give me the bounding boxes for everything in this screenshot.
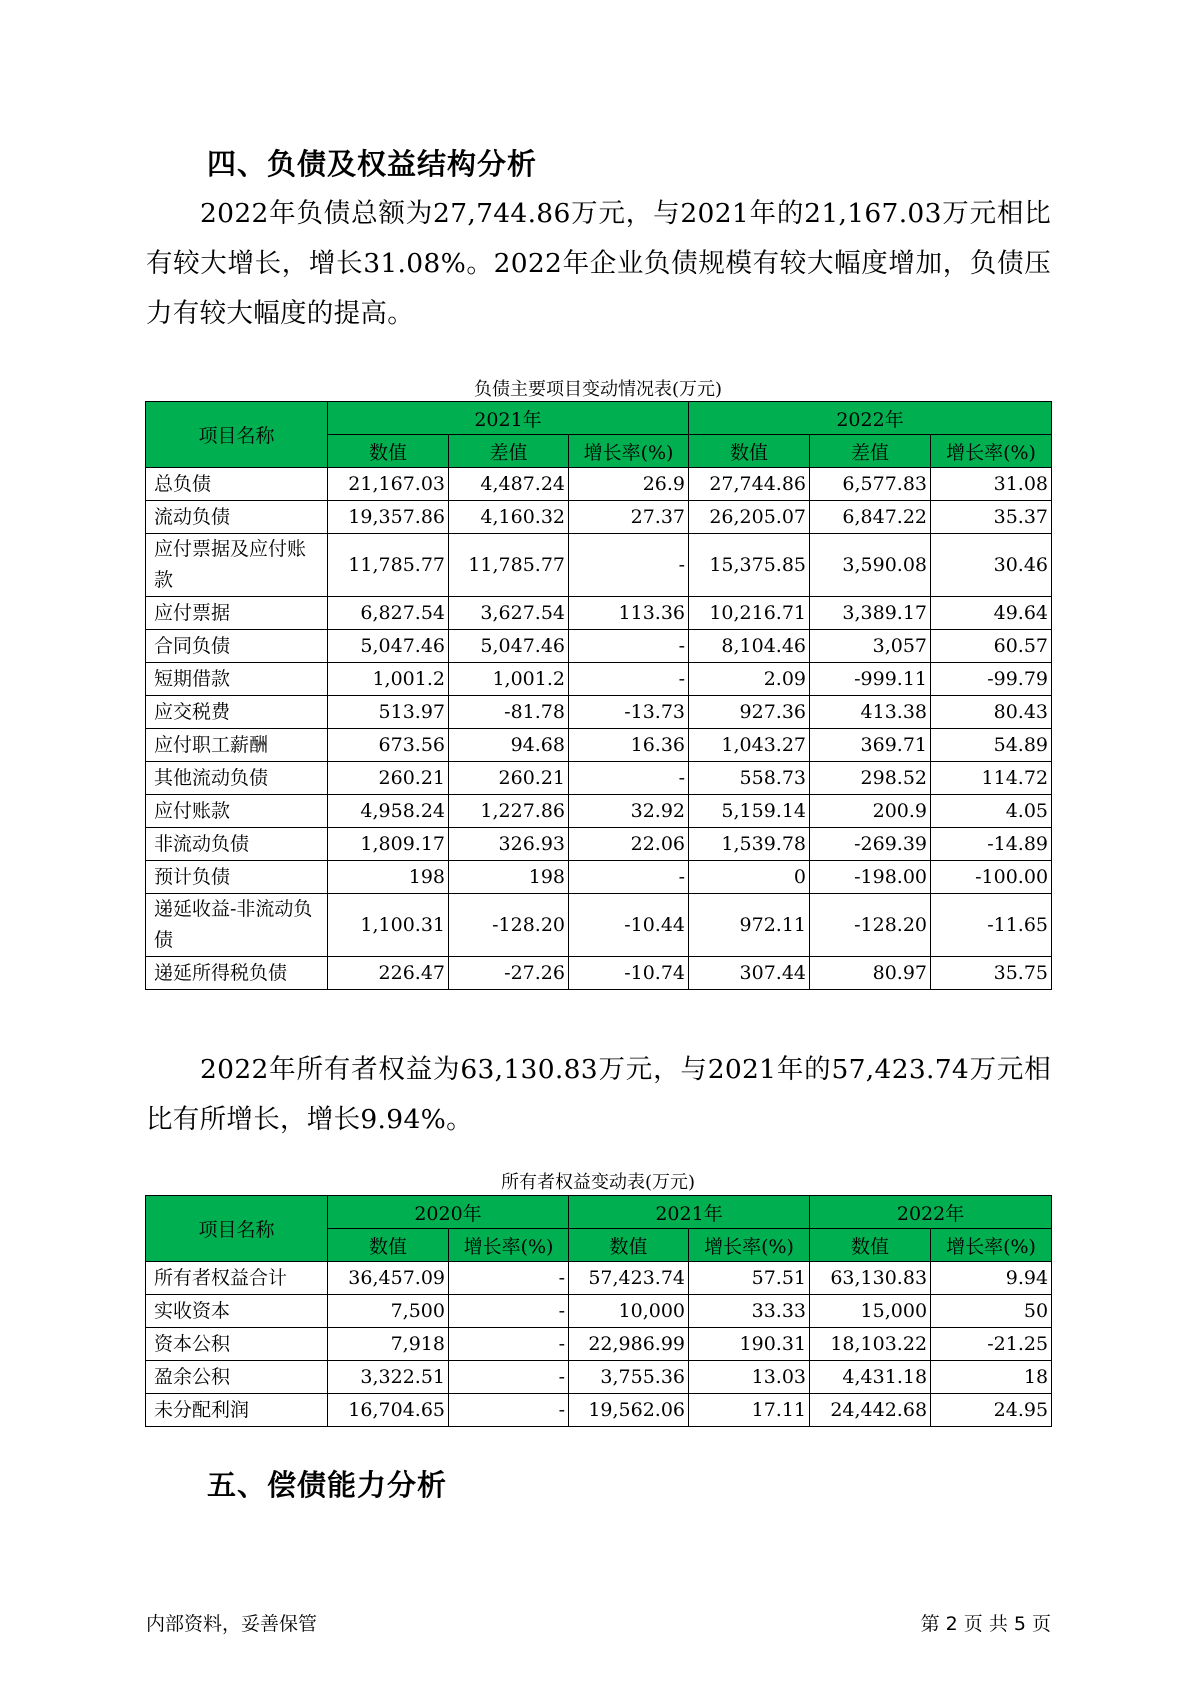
table-cell: 10,000 — [569, 1295, 689, 1328]
header-year-2022: 2022年 — [689, 402, 1052, 435]
header-col-value: 数值 — [689, 435, 810, 468]
table-cell: -10.74 — [569, 957, 689, 990]
table-cell: 30.46 — [931, 534, 1052, 597]
table-cell: 24,442.68 — [810, 1394, 931, 1427]
table-cell: 35.75 — [931, 957, 1052, 990]
table-cell: -198.00 — [810, 861, 931, 894]
table-cell: -128.20 — [810, 894, 931, 957]
header-col-value: 数值 — [328, 435, 449, 468]
table-row — [146, 795, 1052, 828]
table-cell: 3,389.17 — [810, 597, 931, 630]
table-row — [146, 762, 1052, 795]
table-cell: 22,986.99 — [569, 1328, 689, 1361]
table-cell: 60.57 — [931, 630, 1052, 663]
table-cell: 3,755.36 — [569, 1361, 689, 1394]
table-cell: - — [449, 1328, 569, 1361]
table-cell: 326.93 — [449, 828, 569, 861]
table-cell: -14.89 — [931, 828, 1052, 861]
table-cell: 673.56 — [328, 729, 449, 762]
liabilities-table — [145, 401, 1052, 990]
table-cell: - — [449, 1295, 569, 1328]
table-cell: 50 — [931, 1295, 1052, 1328]
table-cell: -999.11 — [810, 663, 931, 696]
table-cell: 0 — [689, 861, 810, 894]
table-cell: 57,423.74 — [569, 1262, 689, 1295]
table-cell: 3,627.54 — [449, 597, 569, 630]
table-cell: 9.94 — [931, 1262, 1052, 1295]
table-cell: 1,539.78 — [689, 828, 810, 861]
equity-table — [145, 1195, 1052, 1427]
table-row — [146, 534, 1052, 597]
section-title-solvency: 五、偿债能力分析 — [207, 1468, 448, 1502]
table-cell: 513.97 — [328, 696, 449, 729]
table-cell: 972.11 — [689, 894, 810, 957]
table-row — [146, 468, 1052, 501]
table-cell: 10,216.71 — [689, 597, 810, 630]
table-cell: 1,809.17 — [328, 828, 449, 861]
header-year-2022: 2022年 — [810, 1196, 1052, 1229]
row-label: 合同负债 — [146, 630, 328, 663]
table-cell: -27.26 — [449, 957, 569, 990]
table-cell: 6,827.54 — [328, 597, 449, 630]
liabilities-summary-paragraph: 2022年负债总额为27,744.86万元，与2021年的21,167.03万元相比有较大增长，增长31.08%。2022年企业负债规模有较大幅度增加，负债压力有较大幅度的提高。 — [146, 198, 1051, 329]
table-cell: 17.11 — [689, 1394, 810, 1427]
table-cell: 11,785.77 — [449, 534, 569, 597]
table-cell: 21,167.03 — [328, 468, 449, 501]
table-cell: 19,357.86 — [328, 501, 449, 534]
row-label: 递延收益-非流动负债 — [146, 894, 328, 957]
table-cell: 113.36 — [569, 597, 689, 630]
table-cell: 80.97 — [810, 957, 931, 990]
header-col-growth: 增长率(%) — [931, 435, 1052, 468]
table-cell: -10.44 — [569, 894, 689, 957]
table-cell: 4,487.24 — [449, 468, 569, 501]
table-row — [146, 1394, 1052, 1427]
row-label: 实收资本 — [146, 1295, 328, 1328]
table-cell: 3,057 — [810, 630, 931, 663]
table-cell: 16.36 — [569, 729, 689, 762]
table-cell: -100.00 — [931, 861, 1052, 894]
table-cell: 49.64 — [931, 597, 1052, 630]
table-cell: -13.73 — [569, 696, 689, 729]
row-label: 所有者权益合计 — [146, 1262, 328, 1295]
table-row — [146, 630, 1052, 663]
table-cell: 27,744.86 — [689, 468, 810, 501]
table-cell: 36,457.09 — [328, 1262, 449, 1295]
table-cell: 413.38 — [810, 696, 931, 729]
table-cell: 1,043.27 — [689, 729, 810, 762]
header-year-2021: 2021年 — [328, 402, 689, 435]
table-cell: 6,847.22 — [810, 501, 931, 534]
table-cell: - — [569, 861, 689, 894]
row-label: 短期借款 — [146, 663, 328, 696]
header-col-value: 数值 — [569, 1229, 689, 1262]
table-row — [146, 1295, 1052, 1328]
table-cell: 1,100.31 — [328, 894, 449, 957]
table-cell: 558.73 — [689, 762, 810, 795]
table1-caption: 负债主要项目变动情况表(万元) — [473, 379, 723, 400]
table-cell: 4,160.32 — [449, 501, 569, 534]
table-cell: 5,159.14 — [689, 795, 810, 828]
table-cell: 1,001.2 — [449, 663, 569, 696]
table-cell: 24.95 — [931, 1394, 1052, 1427]
header-col-growth: 增长率(%) — [931, 1229, 1052, 1262]
header-col-value: 数值 — [328, 1229, 449, 1262]
table-cell: 3,322.51 — [328, 1361, 449, 1394]
table-cell: -269.39 — [810, 828, 931, 861]
table-cell: 226.47 — [328, 957, 449, 990]
table-cell: - — [449, 1262, 569, 1295]
row-label: 应付票据及应付账款 — [146, 534, 328, 597]
table-cell: 2.09 — [689, 663, 810, 696]
table-row — [146, 957, 1052, 990]
row-label: 应付账款 — [146, 795, 328, 828]
table-cell: 33.33 — [689, 1295, 810, 1328]
table-cell: 4.05 — [931, 795, 1052, 828]
table-cell: 6,577.83 — [810, 468, 931, 501]
table-cell: 114.72 — [931, 762, 1052, 795]
table-cell: 5,047.46 — [449, 630, 569, 663]
table-cell: 8,104.46 — [689, 630, 810, 663]
table-cell: 3,590.08 — [810, 534, 931, 597]
equity-summary-paragraph: 2022年所有者权益为63,130.83万元，与2021年的57,423.74万元相比有所增长，增长9.94%。 — [146, 1054, 1051, 1135]
header-col-growth: 增长率(%) — [569, 435, 689, 468]
table-cell: - — [569, 534, 689, 597]
header-col-diff: 差值 — [810, 435, 931, 468]
table-cell: 16,704.65 — [328, 1394, 449, 1427]
table-cell: 54.89 — [931, 729, 1052, 762]
table-cell: 298.52 — [810, 762, 931, 795]
table-cell: 4,431.18 — [810, 1361, 931, 1394]
table-cell: -11.65 — [931, 894, 1052, 957]
table-cell: 369.71 — [810, 729, 931, 762]
table-cell: 11,785.77 — [328, 534, 449, 597]
table-cell: 94.68 — [449, 729, 569, 762]
header-col-growth: 增长率(%) — [689, 1229, 810, 1262]
table-cell: 200.9 — [810, 795, 931, 828]
row-label: 未分配利润 — [146, 1394, 328, 1427]
table-row — [146, 861, 1052, 894]
table-cell: - — [449, 1361, 569, 1394]
table-row — [146, 894, 1052, 957]
table-cell: 15,000 — [810, 1295, 931, 1328]
table-cell: - — [569, 663, 689, 696]
table-cell: 26.9 — [569, 468, 689, 501]
footer-page-number: 第 2 页 共 5 页 — [920, 1613, 1051, 1635]
row-label: 应交税费 — [146, 696, 328, 729]
header-item-name: 项目名称 — [146, 1196, 328, 1262]
table-row — [146, 828, 1052, 861]
header-col-growth: 增长率(%) — [449, 1229, 569, 1262]
table-cell: 260.21 — [449, 762, 569, 795]
table-cell: 27.37 — [569, 501, 689, 534]
row-label: 应付职工薪酬 — [146, 729, 328, 762]
header-year-2020: 2020年 — [328, 1196, 569, 1229]
table-cell: 1,227.86 — [449, 795, 569, 828]
table-row — [146, 1361, 1052, 1394]
table-cell: 15,375.85 — [689, 534, 810, 597]
table-cell: 13.03 — [689, 1361, 810, 1394]
row-label: 预计负债 — [146, 861, 328, 894]
table-cell: 927.36 — [689, 696, 810, 729]
table-cell: -128.20 — [449, 894, 569, 957]
table-cell: 26,205.07 — [689, 501, 810, 534]
table-row — [146, 597, 1052, 630]
header-item-name: 项目名称 — [146, 402, 328, 468]
footer-confidential-note: 内部资料，妥善保管 — [146, 1613, 318, 1635]
table-cell: 7,918 — [328, 1328, 449, 1361]
table-cell: 22.06 — [569, 828, 689, 861]
table-cell: 7,500 — [328, 1295, 449, 1328]
table-cell: 260.21 — [328, 762, 449, 795]
table-cell: 35.37 — [931, 501, 1052, 534]
table-row — [146, 663, 1052, 696]
table-cell: 4,958.24 — [328, 795, 449, 828]
table-cell: 80.43 — [931, 696, 1052, 729]
row-label: 非流动负债 — [146, 828, 328, 861]
row-label: 总负债 — [146, 468, 328, 501]
table-row — [146, 501, 1052, 534]
table-cell: -99.79 — [931, 663, 1052, 696]
table-cell: 63,130.83 — [810, 1262, 931, 1295]
table-cell: 1,001.2 — [328, 663, 449, 696]
table-cell: 18 — [931, 1361, 1052, 1394]
table-cell: 198 — [449, 861, 569, 894]
table-cell: 19,562.06 — [569, 1394, 689, 1427]
header-col-value: 数值 — [810, 1229, 931, 1262]
table-cell: 32.92 — [569, 795, 689, 828]
header-year-2021: 2021年 — [569, 1196, 810, 1229]
table-row — [146, 1262, 1052, 1295]
row-label: 应付票据 — [146, 597, 328, 630]
table-cell: 31.08 — [931, 468, 1052, 501]
row-label: 资本公积 — [146, 1328, 328, 1361]
table-cell: - — [449, 1394, 569, 1427]
row-label: 盈余公积 — [146, 1361, 328, 1394]
table-cell: -81.78 — [449, 696, 569, 729]
row-label: 递延所得税负债 — [146, 957, 328, 990]
row-label: 其他流动负债 — [146, 762, 328, 795]
table-cell: - — [569, 630, 689, 663]
table-cell: 307.44 — [689, 957, 810, 990]
header-col-diff: 差值 — [449, 435, 569, 468]
table-row — [146, 729, 1052, 762]
table-cell: 57.51 — [689, 1262, 810, 1295]
table-cell: - — [569, 762, 689, 795]
table-row — [146, 1328, 1052, 1361]
table-cell: 18,103.22 — [810, 1328, 931, 1361]
table-row — [146, 696, 1052, 729]
row-label: 流动负债 — [146, 501, 328, 534]
table-cell: -21.25 — [931, 1328, 1052, 1361]
table-cell: 190.31 — [689, 1328, 810, 1361]
table-cell: 198 — [328, 861, 449, 894]
table2-caption: 所有者权益变动表(万元) — [500, 1172, 696, 1193]
table-cell: 5,047.46 — [328, 630, 449, 663]
section-title-liabilities-equity: 四、负债及权益结构分析 — [207, 147, 538, 181]
